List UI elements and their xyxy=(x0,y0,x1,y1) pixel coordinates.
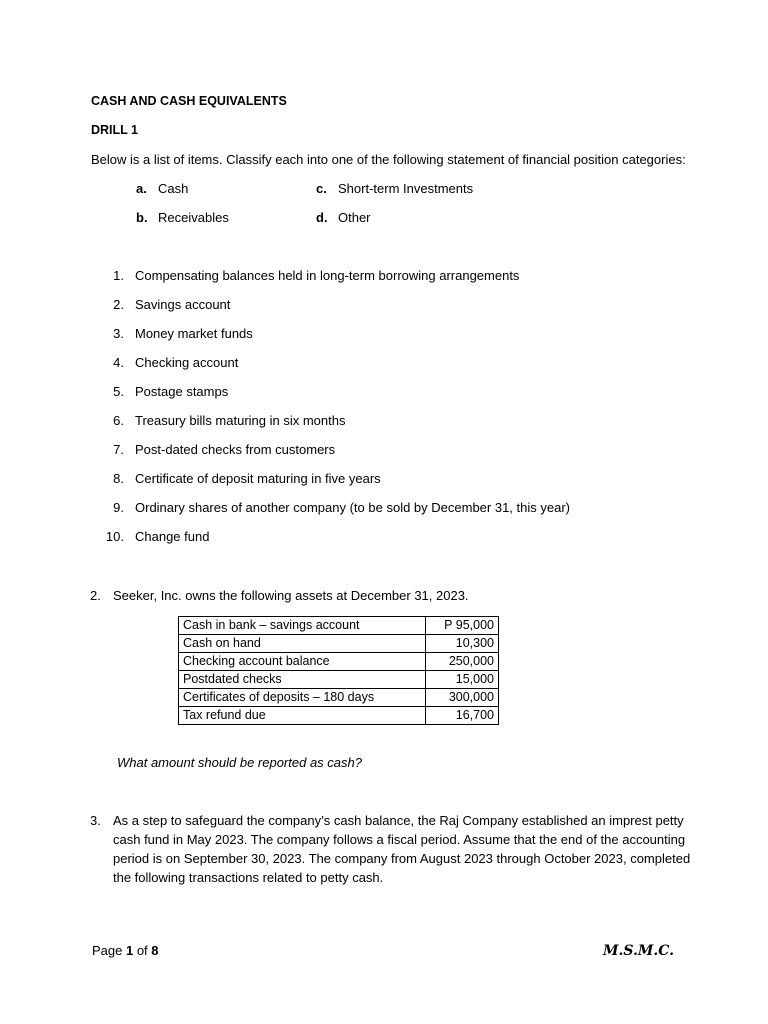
page-title: CASH AND CASH EQUIVALENTS xyxy=(91,94,287,108)
asset-amount: 300,000 xyxy=(426,689,499,707)
item-number: 2. xyxy=(113,297,124,312)
question-3-line: period is on September 30, 2023. The company from August 2023 through October 2023, completed xyxy=(113,851,691,866)
item-number: 3. xyxy=(113,326,124,341)
page-mid: of xyxy=(133,943,152,958)
question-2-number: 2. xyxy=(90,588,101,603)
item-number: 10. xyxy=(105,529,124,544)
item-number: 1. xyxy=(113,268,124,283)
item-number: 9. xyxy=(113,500,124,515)
category-letter: b. xyxy=(136,210,148,225)
item-text: Post-dated checks from customers xyxy=(135,442,336,457)
drill-heading: DRILL 1 xyxy=(91,123,138,137)
assets-table xyxy=(178,616,499,725)
category-a xyxy=(136,181,188,196)
category-label: Cash xyxy=(158,181,189,196)
item-text: Change fund xyxy=(135,529,210,544)
question-3-line: As a step to safeguard the company’s cash balance, the Raj Company established an imprest petty xyxy=(113,813,684,828)
question-3-line: cash fund in May 2023. The company follows a fiscal period. Assume that the end of the accounting xyxy=(113,832,686,847)
category-b xyxy=(136,210,229,225)
asset-amount: 10,300 xyxy=(426,635,499,653)
item-text: Ordinary shares of another company (to be sold by December 31, this year) xyxy=(135,500,570,515)
asset-amount: 250,000 xyxy=(426,653,499,671)
item-text: Savings account xyxy=(135,297,231,312)
drill-instructions: Below is a list of items. Classify each into one of the following statement of financial position categories: xyxy=(91,152,686,167)
page-prefix: Page xyxy=(92,943,126,958)
asset-label: Postdated checks xyxy=(179,671,426,689)
asset-label: Certificates of deposits – 180 days xyxy=(179,689,426,707)
table-row xyxy=(179,617,499,635)
question-2-text: Seeker, Inc. owns the following assets at December 31, 2023. xyxy=(113,588,469,603)
table-row xyxy=(179,671,499,689)
table-row xyxy=(179,653,499,671)
item-text: Money market funds xyxy=(135,326,253,341)
category-c xyxy=(316,181,473,196)
category-letter: a. xyxy=(136,181,147,196)
table-row xyxy=(179,635,499,653)
table-row xyxy=(179,689,499,707)
item-number: 8. xyxy=(113,471,124,486)
item-text: Checking account xyxy=(135,355,239,370)
author-signature: M.S.M.C. xyxy=(603,943,674,959)
asset-label: Cash in bank – savings account xyxy=(179,617,426,635)
item-text: Compensating balances held in long-term borrowing arrangements xyxy=(135,268,520,283)
table-row xyxy=(179,707,499,725)
item-text: Treasury bills maturing in six months xyxy=(135,413,346,428)
item-number: 6. xyxy=(113,413,124,428)
question-2-prompt: What amount should be reported as cash? xyxy=(117,755,362,770)
page-current: 1 xyxy=(125,943,134,958)
page-number xyxy=(92,943,159,958)
category-label: Receivables xyxy=(158,210,229,225)
asset-amount: P 95,000 xyxy=(426,617,499,635)
asset-label: Cash on hand xyxy=(179,635,426,653)
category-d xyxy=(316,210,371,225)
item-text: Certificate of deposit maturing in five years xyxy=(135,471,381,486)
question-3-number: 3. xyxy=(90,813,101,828)
item-number: 4. xyxy=(113,355,124,370)
question-3-line: the following transactions related to petty cash. xyxy=(113,870,384,885)
asset-amount: 16,700 xyxy=(426,707,499,725)
category-letter: c. xyxy=(316,181,327,196)
asset-label: Tax refund due xyxy=(179,707,426,725)
category-label: Other xyxy=(338,210,371,225)
item-text: Postage stamps xyxy=(135,384,229,399)
asset-amount: 15,000 xyxy=(426,671,499,689)
item-number: 5. xyxy=(113,384,124,399)
category-label: Short-term Investments xyxy=(338,181,474,196)
asset-label: Checking account balance xyxy=(179,653,426,671)
item-number: 7. xyxy=(113,442,124,457)
page-total: 8 xyxy=(151,943,159,958)
category-letter: d. xyxy=(316,210,328,225)
